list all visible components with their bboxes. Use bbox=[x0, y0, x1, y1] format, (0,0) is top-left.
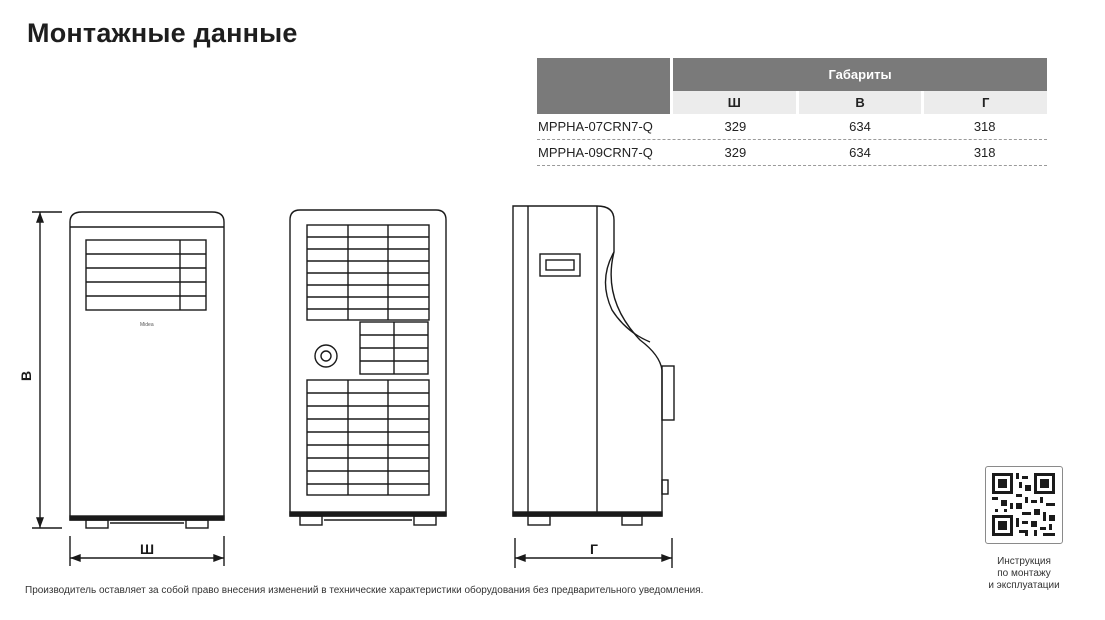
model-cell: MPPHA-07CRN7-Q bbox=[538, 119, 653, 134]
width-cell: 329 bbox=[724, 145, 747, 160]
dimensions-group-header: Габариты bbox=[673, 58, 1047, 91]
dimensions-table bbox=[537, 58, 1047, 166]
model-cell: MPPHA-09CRN7-Q bbox=[538, 145, 653, 160]
qr-code-icon bbox=[986, 467, 1061, 542]
height-cell: 634 bbox=[849, 145, 871, 160]
depth-cell: 318 bbox=[973, 119, 996, 134]
width-cell: 329 bbox=[724, 119, 747, 134]
dimensions-header bbox=[673, 58, 1047, 114]
width-label: Ш bbox=[140, 541, 155, 557]
qr-code[interactable] bbox=[985, 466, 1063, 544]
table-header bbox=[537, 58, 1047, 114]
page-title: Монтажные данные bbox=[27, 18, 298, 48]
height-label: В bbox=[18, 370, 34, 381]
front-view-drawing bbox=[70, 212, 224, 528]
qr-caption-line: по монтажу bbox=[997, 568, 1051, 579]
brand-logo: Midea bbox=[140, 322, 154, 328]
qr-caption-line: и эксплуатации bbox=[988, 580, 1060, 591]
column-header-depth: Г bbox=[924, 91, 1047, 114]
table-row bbox=[537, 114, 1047, 140]
qr-caption bbox=[970, 556, 1078, 592]
depth-cell: 318 bbox=[973, 145, 996, 160]
qr-caption-line: Инструкция bbox=[997, 556, 1051, 567]
side-view-drawing bbox=[513, 206, 674, 525]
model-header-cell bbox=[537, 58, 670, 114]
column-header-height: В bbox=[799, 91, 922, 114]
unit-drawings bbox=[0, 190, 700, 580]
height-dimension bbox=[32, 212, 62, 528]
column-header-width: Ш bbox=[673, 91, 796, 114]
back-view-drawing bbox=[290, 210, 446, 525]
table-row bbox=[537, 140, 1047, 166]
height-cell: 634 bbox=[849, 119, 871, 134]
depth-label: Г bbox=[590, 541, 598, 557]
disclaimer-footnote: Производитель оставляет за собой право внесения изменений в технические характеристики оборудования без предварительного уведомления. bbox=[25, 585, 704, 596]
